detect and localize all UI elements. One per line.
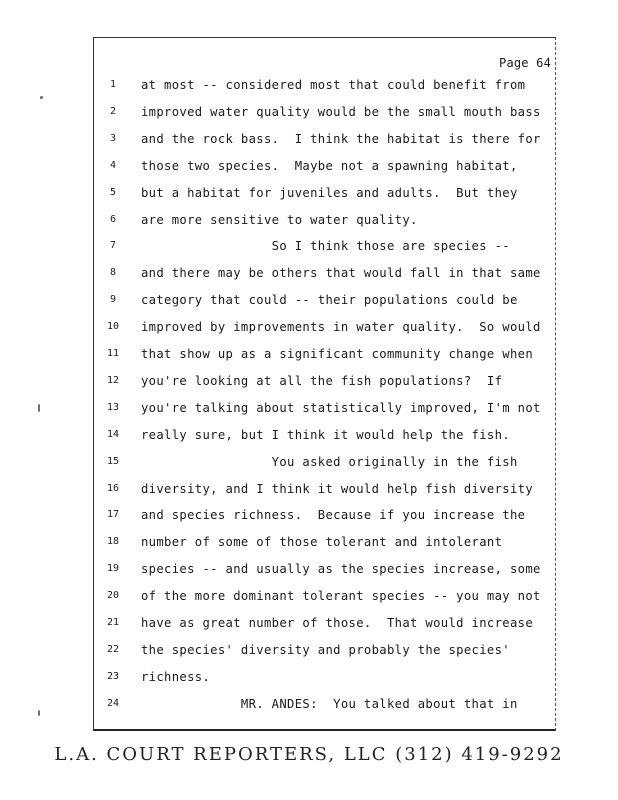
line-number: 19 [106, 563, 120, 575]
line-text: richness. [141, 669, 211, 684]
line-number: 15 [106, 455, 120, 467]
transcript-line [94, 534, 555, 561]
line-text: You asked originally in the fish [141, 454, 518, 469]
line-text: So I think those are species -- [141, 239, 510, 254]
scan-speck [40, 96, 43, 99]
line-number: 9 [109, 294, 117, 306]
line-number: 22 [106, 643, 120, 655]
line-number: 11 [106, 348, 120, 359]
line-number: 24 [106, 697, 120, 709]
line-number: 5 [109, 186, 117, 198]
line-number: 21 [106, 617, 120, 628]
line-text: species -- and usually as the species increase, some [141, 562, 541, 577]
page-number: Page 64 [499, 56, 551, 70]
transcript-line [94, 265, 555, 292]
line-number: 3 [109, 132, 117, 144]
line-number: 10 [106, 321, 120, 333]
line-text: at most -- considered most that could benefit from [141, 78, 526, 92]
line-text: those two species. Maybe not a spawning habitat, [141, 158, 518, 173]
line-text: of the more dominant tolerant species -- you may not [141, 589, 541, 604]
line-number: 6 [109, 213, 117, 225]
line-text: you're talking about statistically improved, I'm not [141, 400, 541, 415]
scan-speck [38, 404, 40, 412]
line-text: have as great number of those. That would increase [141, 616, 534, 630]
line-text: category that could -- their populations could be [141, 293, 518, 308]
transcript-page [93, 37, 556, 731]
scan-speck [38, 710, 40, 716]
reporter-footer: L.A. COURT REPORTERS, LLC (312) 419-9292 [54, 744, 564, 765]
line-number: 8 [109, 267, 117, 279]
line-text: and there may be others that would fall in that same [141, 266, 541, 281]
line-number: 16 [106, 482, 120, 494]
line-text: and species richness. Because if you increase the [141, 508, 526, 523]
transcript-line [94, 427, 555, 454]
line-number: 1 [109, 79, 117, 90]
line-text: number of some of those tolerant and intolerant [141, 535, 503, 550]
line-text: improved water quality would be the small mouth bass [141, 104, 541, 119]
transcript-line [94, 400, 555, 427]
transcript-line [94, 212, 555, 239]
transcript-line [94, 373, 555, 400]
transcript-line [94, 292, 555, 319]
transcript-line [94, 615, 555, 642]
transcript-line [94, 507, 555, 534]
line-text: that show up as a significant community change when [141, 347, 534, 361]
line-text: but a habitat for juveniles and adults. But they [141, 185, 518, 200]
transcript-line [94, 238, 555, 265]
line-text: MR. ANDES: You talked about that in [141, 696, 518, 711]
line-text: are more sensitive to water quality. [141, 212, 418, 227]
line-text: and the rock bass. I think the habitat is there for [141, 131, 541, 146]
line-number: 12 [106, 374, 120, 386]
line-text: you're looking at all the fish populations? If [141, 373, 503, 388]
line-number: 20 [106, 590, 120, 602]
transcript-line [94, 696, 555, 723]
line-number: 18 [106, 536, 120, 548]
transcript-line [94, 481, 555, 508]
line-text: the species' diversity and probably the species' [141, 642, 510, 657]
transcript-line [94, 642, 555, 669]
line-number: 4 [109, 159, 117, 171]
line-number: 2 [109, 105, 117, 117]
transcript-line [94, 561, 555, 588]
line-text: really sure, but I think it would help the fish. [141, 427, 510, 442]
transcript-line [94, 454, 555, 481]
transcript-line [94, 669, 555, 696]
transcript-line [94, 319, 555, 346]
transcript-line [94, 131, 555, 158]
transcript-line [94, 104, 555, 131]
line-text: improved by improvements in water quality. So would [141, 320, 541, 335]
line-number: 7 [109, 240, 117, 252]
transcript-line [94, 588, 555, 615]
transcript-line [94, 77, 555, 104]
line-text: diversity, and I think it would help fish diversity [141, 481, 534, 496]
transcript-line [94, 185, 555, 212]
line-number: 14 [106, 428, 120, 440]
line-number: 23 [106, 670, 120, 682]
transcript-line [94, 158, 555, 185]
line-number: 13 [106, 401, 120, 413]
line-number: 17 [106, 509, 120, 521]
transcript-line [94, 346, 555, 373]
